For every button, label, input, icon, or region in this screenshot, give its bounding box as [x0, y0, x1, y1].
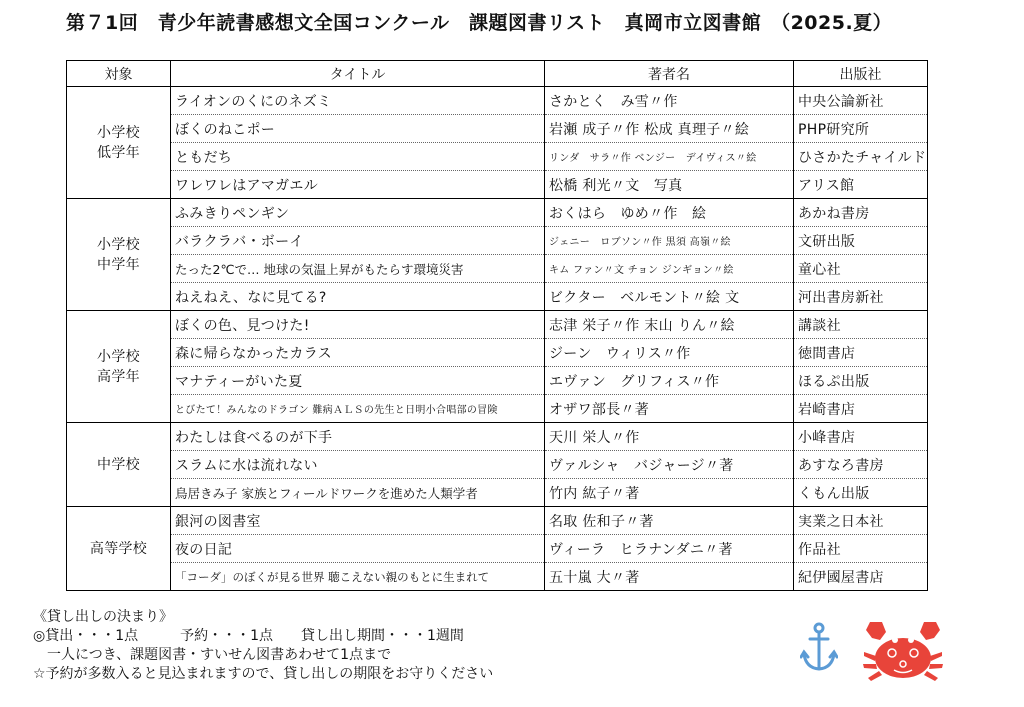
book-title: とびたて！みんなのドラゴン 難病ＡＬＳの先生と日明小合唱部の冒険 [171, 395, 545, 423]
book-title: 「コーダ」のぼくが見る世界 聴こえない親のもとに生まれて [171, 563, 545, 591]
book-author: 天川 栄人〃作 [545, 423, 794, 451]
anchor-icon [800, 622, 838, 674]
rules-line-2: 一人につき、課題図書・すいせん図書あわせて1点まで [33, 647, 392, 663]
table-row [67, 115, 928, 143]
grade-cell [67, 423, 171, 507]
book-publisher: PHP研究所 [794, 115, 928, 143]
book-author: 五十嵐 大〃著 [545, 563, 794, 591]
book-list-table [66, 60, 928, 591]
header-target: 対象 [67, 61, 171, 87]
book-publisher: 作品社 [794, 535, 928, 563]
book-publisher: 文研出版 [794, 227, 928, 255]
book-title: ライオンのくにのネズミ [171, 87, 545, 115]
grade-label: 小学校 [97, 124, 140, 141]
book-title: 森に帰らなかったカラス [171, 339, 545, 367]
book-title: ふみきりペンギン [171, 199, 545, 227]
table-row [67, 283, 928, 311]
book-publisher: ほるぷ出版 [794, 367, 928, 395]
book-author: 志津 栄子〃作 末山 りん〃絵 [545, 311, 794, 339]
rules-heading: 《貸し出しの決まり》 [33, 609, 173, 625]
crab-icon [862, 618, 944, 686]
grade-cell [67, 199, 171, 311]
book-publisher: あすなろ書房 [794, 451, 928, 479]
book-publisher: 岩崎書店 [794, 395, 928, 423]
book-title: わたしは食べるのが下手 [171, 423, 545, 451]
book-publisher: 紀伊國屋書店 [794, 563, 928, 591]
grade-label: 小学校 [97, 348, 140, 365]
table-row [67, 339, 928, 367]
table-row [67, 395, 928, 423]
book-title: スラムに水は流れない [171, 451, 545, 479]
table-row [67, 311, 928, 339]
book-publisher: 実業之日本社 [794, 507, 928, 535]
table-row [67, 507, 928, 535]
grade-label: 小学校 [97, 236, 140, 253]
book-author: キム ファン〃文 チョン ジンギョン〃絵 [545, 255, 794, 283]
grade-label: 高等学校 [89, 540, 148, 557]
book-author: ジェニー ロブソン〃作 黒須 高嶺〃絵 [545, 227, 794, 255]
grade-cell [67, 311, 171, 423]
book-title: ぼくの色、見つけた! [171, 311, 545, 339]
table-row [67, 451, 928, 479]
book-title: ワレワレはアマガエル [171, 171, 545, 199]
book-title: マナティーがいた夏 [171, 367, 545, 395]
grade-sublabel: 中学年 [97, 256, 140, 273]
book-publisher: 講談社 [794, 311, 928, 339]
rules-line-1: ◎貸出・・・1点 予約・・・1点 貸し出し期間・・・1週間 [33, 628, 464, 644]
table-row [67, 199, 928, 227]
table-header-row [67, 61, 928, 87]
book-author: ジーン ウィリス〃作 [545, 339, 794, 367]
book-publisher: 童心社 [794, 255, 928, 283]
grade-sublabel: 低学年 [97, 144, 140, 161]
table-row [67, 87, 928, 115]
table-row [67, 143, 928, 171]
book-publisher: 中央公論新社 [794, 87, 928, 115]
book-publisher: 徳間書店 [794, 339, 928, 367]
book-author: ヴァルシャ バジャージ〃著 [545, 451, 794, 479]
grade-sublabel: 高学年 [97, 368, 140, 385]
rules-line-3: ☆予約が多数入ると見込まれますので、貸し出しの期限をお守りください [33, 666, 494, 682]
book-author: 竹内 紘子〃著 [545, 479, 794, 507]
book-title: ともだち [171, 143, 545, 171]
grade-label: 中学校 [97, 456, 140, 473]
header-publisher: 出版社 [794, 61, 928, 87]
table-row [67, 367, 928, 395]
book-author: オザワ部長〃著 [545, 395, 794, 423]
grade-cell [67, 87, 171, 199]
lending-rules [33, 608, 493, 684]
book-publisher: くもん出版 [794, 479, 928, 507]
book-author: ヴィーラ ヒラナンダニ〃著 [545, 535, 794, 563]
book-author: ビクター ベルモント〃絵 文 [545, 283, 794, 311]
page-title: 第７1回 青少年読書感想文全国コンクール 課題図書リスト 真岡市立図書館 （2025.夏） [66, 12, 893, 34]
book-title: バラクラバ・ボーイ [171, 227, 545, 255]
book-title: たった2℃で… 地球の気温上昇がもたらす環境災害 [171, 255, 545, 283]
book-author: 名取 佐和子〃著 [545, 507, 794, 535]
book-title: 鳥居きみ子 家族とフィールドワークを進めた人類学者 [171, 479, 545, 507]
book-publisher: ひさかたチャイルド [794, 143, 928, 171]
book-author: エヴァン グリフィス〃作 [545, 367, 794, 395]
grade-cell [67, 507, 171, 591]
header-title: タイトル [171, 61, 545, 87]
book-title: 夜の日記 [171, 535, 545, 563]
book-author: おくはら ゆめ〃作 絵 [545, 199, 794, 227]
book-title: 銀河の図書室 [171, 507, 545, 535]
book-title: ぼくのねこポー [171, 115, 545, 143]
book-author: 岩瀬 成子〃作 松成 真理子〃絵 [545, 115, 794, 143]
table-row [67, 255, 928, 283]
book-publisher: あかね書房 [794, 199, 928, 227]
header-author: 著者名 [545, 61, 794, 87]
table-row [67, 479, 928, 507]
table-row [67, 423, 928, 451]
table-row [67, 535, 928, 563]
book-author: さかとく み雪〃作 [545, 87, 794, 115]
table-row [67, 171, 928, 199]
book-title: ねえねえ、なに見てる? [171, 283, 545, 311]
book-publisher: 河出書房新社 [794, 283, 928, 311]
book-publisher: アリス館 [794, 171, 928, 199]
book-publisher: 小峰書店 [794, 423, 928, 451]
table-row [67, 227, 928, 255]
book-author: 松橋 利光〃文 写真 [545, 171, 794, 199]
book-author: リンダ サラ〃作 ベンジー デイヴィス〃絵 [545, 143, 794, 171]
table-row [67, 563, 928, 591]
